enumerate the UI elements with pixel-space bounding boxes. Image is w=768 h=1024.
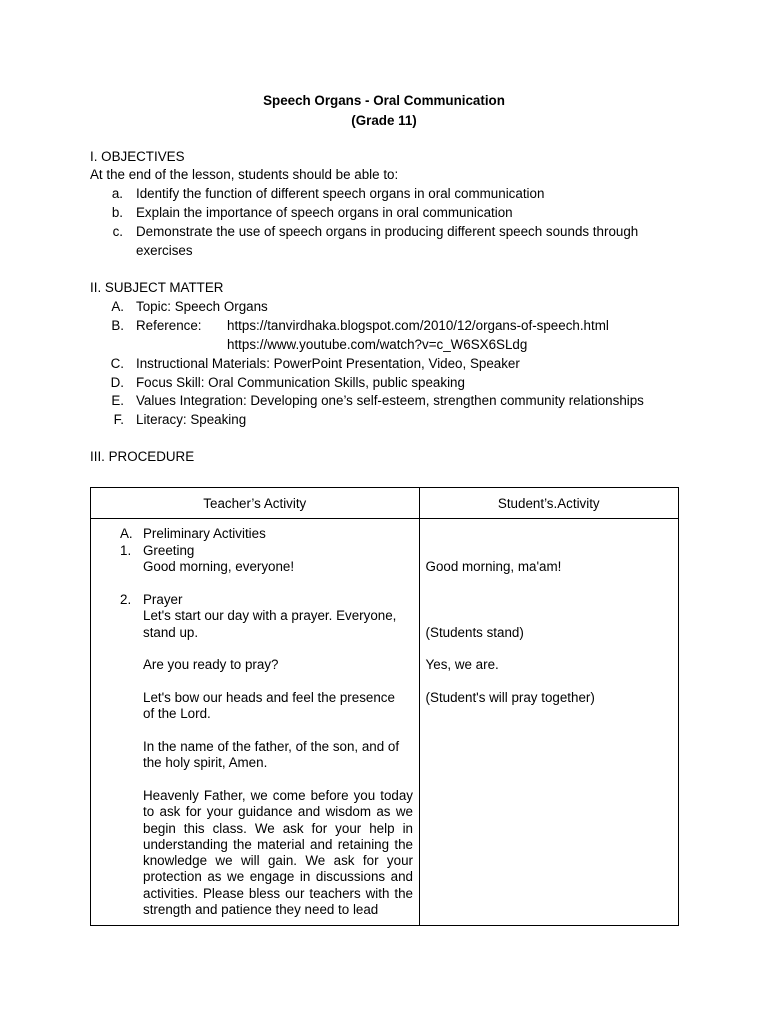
student-stand: (Students stand) xyxy=(425,625,524,640)
student-activity-header: Student’s.Activity xyxy=(419,488,678,519)
objectives-heading: I. OBJECTIVES xyxy=(90,149,185,164)
table-row xyxy=(91,519,679,926)
subject-item-topic: Topic: Speech Organs xyxy=(136,299,268,314)
prayer-text: Let's start our day with a prayer. Everyone, xyxy=(143,608,397,623)
preliminary-activities: Preliminary Activities xyxy=(143,526,266,541)
student-ready-reply: Yes, we are. xyxy=(425,657,499,672)
subject-item-literacy: Literacy: Speaking xyxy=(136,412,247,427)
objective-item-continued: exercises xyxy=(136,243,193,258)
list-marker: A. xyxy=(120,526,133,541)
sign-of-cross-text: the holy spirit, Amen. xyxy=(143,755,268,770)
greeting-label: Greeting xyxy=(143,543,195,558)
bow-text: of the Lord. xyxy=(143,706,211,721)
subject-marker: C. xyxy=(110,356,124,371)
prayer-label: Prayer xyxy=(143,592,183,607)
bow-text: Let's bow our heads and feel the presence xyxy=(143,690,395,705)
objective-item: Demonstrate the use of speech organs in producing different speech sounds through xyxy=(136,224,639,239)
objective-marker: c. xyxy=(112,224,123,239)
prayer-text: stand up. xyxy=(143,625,199,640)
student-pray: (Student's will pray together) xyxy=(425,690,595,705)
page-title: Speech Organs - Oral Communication xyxy=(263,93,505,108)
page-subtitle: (Grade 11) xyxy=(351,113,417,128)
objective-marker: b. xyxy=(111,205,123,220)
reference-link[interactable]: https://tanvirdhaka.blogspot.com/2010/12/organs-of-speech.html xyxy=(227,318,609,333)
sign-of-cross-text: In the name of the father, of the son, and of xyxy=(143,739,400,754)
objective-marker: a. xyxy=(111,186,123,201)
subject-marker: E. xyxy=(111,393,124,408)
objectives-intro: At the end of the lesson, students should be able to: xyxy=(90,167,399,182)
list-marker: 1. xyxy=(120,543,132,558)
prayer-paragraph: Heavenly Father, we come before you today to ask for your guidance and wisdom as we begin this class. We ask for your help in understanding the material and retaining the knowledge we will gain. We ask for your protection as we engage in discussions and activities. Please bless our teachers with the strength and patience they need to lead xyxy=(143,788,413,918)
subject-marker: B. xyxy=(111,318,124,333)
subject-item-materials: Instructional Materials: PowerPoint Presentation, Video, Speaker xyxy=(136,356,520,371)
student-activity-cell xyxy=(419,519,678,926)
list-marker: 2. xyxy=(120,592,132,607)
objective-item: Explain the importance of speech organs in oral communication xyxy=(136,205,513,220)
table-header-row xyxy=(91,488,679,519)
greeting-text: Good morning, everyone! xyxy=(143,559,295,574)
subject-item-focus-skill: Focus Skill: Oral Communication Skills, public speaking xyxy=(136,375,465,390)
procedure-heading: III. PROCEDURE xyxy=(90,449,195,464)
subject-item-values: Values Integration: Developing one’s self-esteem, strengthen community relationships xyxy=(136,393,644,408)
ready-question: Are you ready to pray? xyxy=(143,657,279,672)
subject-matter-heading: II. SUBJECT MATTER xyxy=(90,280,224,295)
reference-link[interactable]: https://www.youtube.com/watch?v=c_W6SX6SLdg xyxy=(227,337,528,352)
teacher-activity-cell xyxy=(91,519,420,926)
teacher-activity-header: Teacher’s Activity xyxy=(91,488,420,519)
subject-marker: D. xyxy=(110,375,124,390)
subject-marker: F. xyxy=(113,412,124,427)
objective-item: Identify the function of different speech organs in oral communication xyxy=(136,186,545,201)
subject-marker: A. xyxy=(111,299,124,314)
procedure-table xyxy=(90,487,679,926)
subject-item-reference: Reference: xyxy=(136,318,202,333)
student-greeting-reply: Good morning, ma'am! xyxy=(425,559,562,574)
